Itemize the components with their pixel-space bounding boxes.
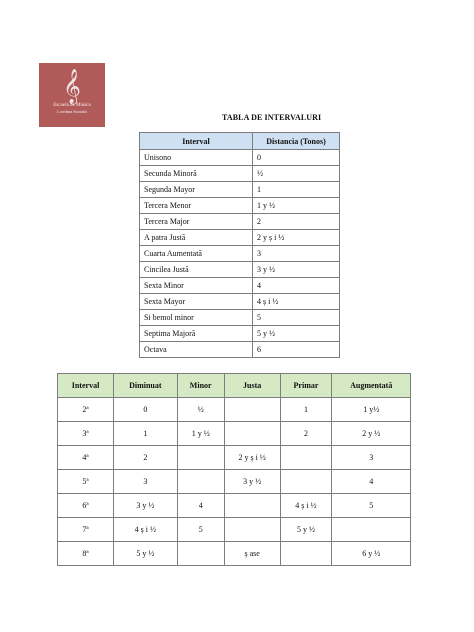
table-cell: 3ª <box>58 422 114 446</box>
table-cell: 4ª <box>58 446 114 470</box>
table-cell: 3 <box>114 470 178 494</box>
table-cell: 2 <box>280 422 332 446</box>
treble-clef-icon: 𝄞 <box>63 70 81 103</box>
table-cell: 8ª <box>58 542 114 566</box>
table-row <box>58 470 411 494</box>
distance-cell: ½ <box>253 166 340 182</box>
table-cell: 4 ș i ½ <box>114 518 178 542</box>
column-header: Augmentată <box>332 374 411 398</box>
table-cell <box>177 542 224 566</box>
table-cell: 5 y ½ <box>280 518 332 542</box>
interval-name-cell: Septima Majoră <box>140 326 253 342</box>
table-cell <box>177 446 224 470</box>
logo-line2: Loredana Stratulat <box>57 109 87 114</box>
logo-line1: Escuela de Música <box>53 103 91 108</box>
distance-cell: 3 y ½ <box>253 262 340 278</box>
table-cell <box>280 542 332 566</box>
distance-cell: 6 <box>253 342 340 358</box>
interval-name-cell: Octava <box>140 342 253 358</box>
column-header-distance: Distancia (Tonos) <box>253 133 340 150</box>
table-row <box>140 326 340 342</box>
table-row <box>140 342 340 358</box>
page-title: TABLA DE INTERVALURI <box>222 113 322 122</box>
column-header: Justa <box>224 374 280 398</box>
table-row <box>140 262 340 278</box>
table-cell: 3 y ½ <box>224 470 280 494</box>
table-cell: 1 y ½ <box>177 422 224 446</box>
table-cell: ½ <box>177 398 224 422</box>
table-cell <box>332 518 411 542</box>
distance-cell: 1 <box>253 182 340 198</box>
table-cell: 3 <box>332 446 411 470</box>
table-cell <box>224 422 280 446</box>
interval-name-cell: Cuarta Aumentată <box>140 246 253 262</box>
distance-cell: 4 <box>253 278 340 294</box>
interval-name-cell: Secunda Minoră <box>140 166 253 182</box>
table-cell: 5 <box>332 494 411 518</box>
table-row <box>140 166 340 182</box>
table-row <box>58 542 411 566</box>
interval-name-cell: Tercera Menor <box>140 198 253 214</box>
distance-cell: 4 ș i ½ <box>253 294 340 310</box>
interval-name-cell: Segunda Mayor <box>140 182 253 198</box>
table-row <box>140 278 340 294</box>
table-cell: 2 y ș i ½ <box>224 446 280 470</box>
table-cell: 6ª <box>58 494 114 518</box>
distance-cell: 5 y ½ <box>253 326 340 342</box>
interval-name-cell: Unisono <box>140 150 253 166</box>
table-cell: 0 <box>114 398 178 422</box>
interval-name-cell: Si bemol minor <box>140 310 253 326</box>
school-logo <box>39 63 105 127</box>
table-cell: 6 y ½ <box>332 542 411 566</box>
table-row <box>140 182 340 198</box>
table-cell: 1 y½ <box>332 398 411 422</box>
table-row <box>140 246 340 262</box>
interval-name-cell: A patra Justă <box>140 230 253 246</box>
table-row <box>140 214 340 230</box>
table-row <box>58 494 411 518</box>
table-cell: 4 ș i ½ <box>280 494 332 518</box>
distance-cell: 2 y ș i ½ <box>253 230 340 246</box>
interval-name-cell: Cincilea Justă <box>140 262 253 278</box>
table-cell: 7ª <box>58 518 114 542</box>
table-row <box>58 518 411 542</box>
interval-name-cell: Sexta Minor <box>140 278 253 294</box>
table-row <box>140 150 340 166</box>
table-cell <box>224 398 280 422</box>
interval-quality-table <box>57 373 411 566</box>
table-cell: 1 <box>280 398 332 422</box>
column-header: Diminuat <box>114 374 178 398</box>
distance-cell: 2 <box>253 214 340 230</box>
table-cell: 5ª <box>58 470 114 494</box>
column-header: Minor <box>177 374 224 398</box>
table-row <box>58 398 411 422</box>
table-cell <box>224 494 280 518</box>
table-cell: 2 y ½ <box>332 422 411 446</box>
table-cell: ș ase <box>224 542 280 566</box>
table-row <box>140 310 340 326</box>
interval-distance-table <box>139 132 340 358</box>
table-cell <box>177 470 224 494</box>
distance-cell: 0 <box>253 150 340 166</box>
table-cell <box>280 446 332 470</box>
interval-name-cell: Tercera Major <box>140 214 253 230</box>
table-cell: 3 y ½ <box>114 494 178 518</box>
table-header-row <box>58 374 411 398</box>
table-row <box>140 230 340 246</box>
table-cell: 1 <box>114 422 178 446</box>
table-cell: 2ª <box>58 398 114 422</box>
distance-cell: 1 y ½ <box>253 198 340 214</box>
table-row <box>58 446 411 470</box>
column-header: Interval <box>58 374 114 398</box>
distance-cell: 5 <box>253 310 340 326</box>
table-row <box>58 422 411 446</box>
distance-cell: 3 <box>253 246 340 262</box>
table-cell: 2 <box>114 446 178 470</box>
table-cell <box>224 518 280 542</box>
table-cell: 5 y ½ <box>114 542 178 566</box>
interval-name-cell: Sexta Mayor <box>140 294 253 310</box>
table-header-row <box>140 133 340 150</box>
table-cell <box>280 470 332 494</box>
table-cell: 5 <box>177 518 224 542</box>
column-header-interval: Interval <box>140 133 253 150</box>
column-header: Primar <box>280 374 332 398</box>
table-row <box>140 294 340 310</box>
table-cell: 4 <box>332 470 411 494</box>
table-row <box>140 198 340 214</box>
table-cell: 4 <box>177 494 224 518</box>
